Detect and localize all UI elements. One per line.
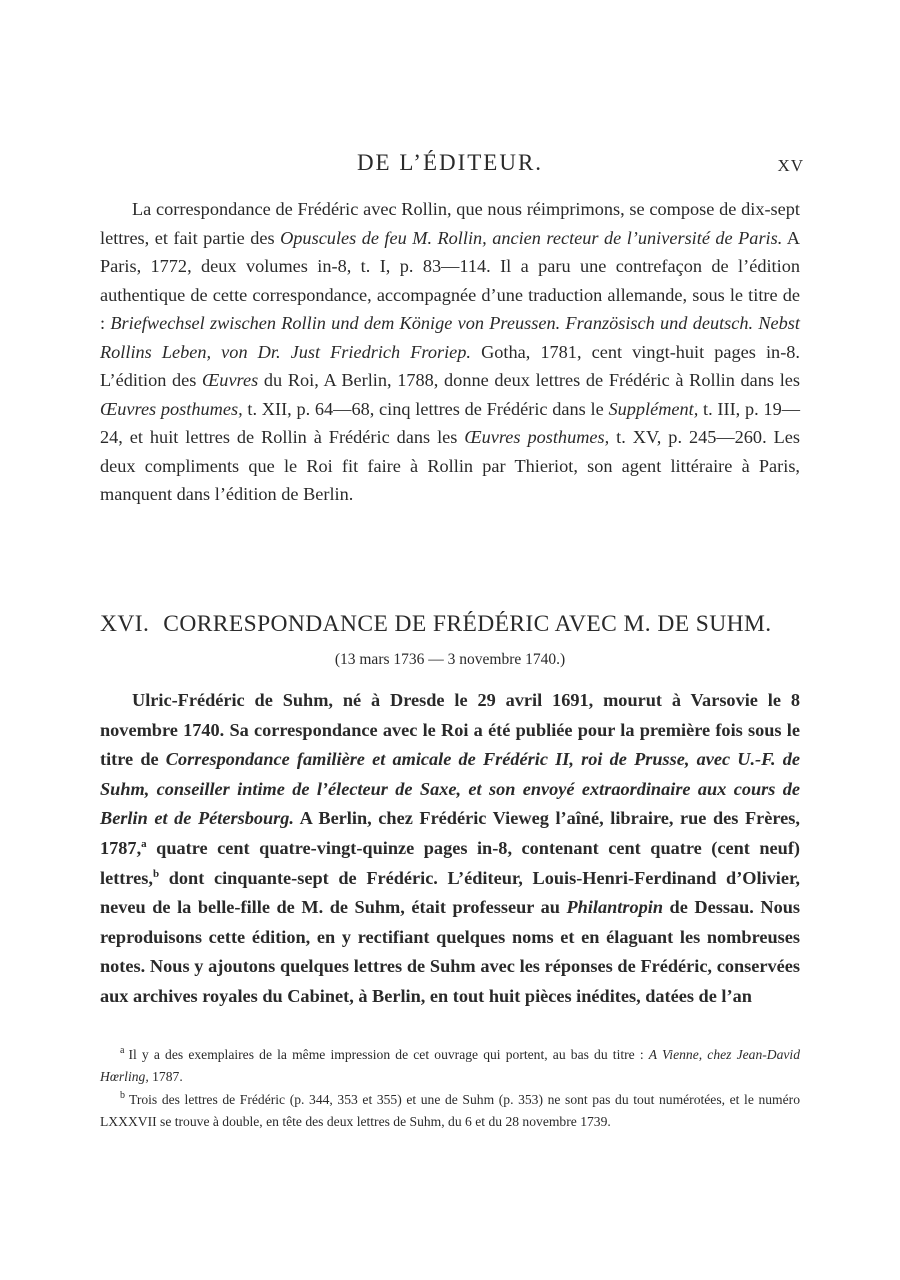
italic-title-briefwechsel: Briefwechsel zwischen Rollin und dem Könige von Preussen. Französisch und deutsch. Nebst Rollins Leben, von Dr. Just Friedrich Froriep.: [100, 313, 800, 362]
text-run: de Dessau. Nous reproduisons cette édition, en y rectifiant quelques noms et en élaguant les nombreuses notes. Nous y ajoutons quelques lettres de Suhm avec les réponses de Frédéric, conservées aux archives royales du Cabinet, à Berlin, en tout huit pièces inédites, datées de l’an: [100, 897, 800, 1006]
text-run: A Berlin, chez Frédéric Vieweg l’aîné, libraire, rue des Frères, 1787,: [100, 808, 800, 858]
italic-imprint: A Vienne, chez Jean-David Hœrling,: [100, 1047, 800, 1084]
page-number: XV: [777, 156, 804, 175]
text-run: Gotha, 1781, cent vingt-huit pages in-8. L’édition des: [100, 341, 800, 390]
footnotes: [100, 1044, 800, 1134]
running-title: DE L’ÉDITEUR.: [356, 150, 544, 175]
section-dates: (13 mars 1736 — 3 novembre 1740.): [334, 651, 566, 668]
text-run: La correspondance de Frédéric avec Rollin, que nous réimprimons, se compose de dix-sept lettres, et fait partie des: [100, 199, 800, 248]
running-head: [0, 150, 900, 180]
text-run: t. III, p. 19—24, et huit lettres de Rollin à Frédéric dans les: [100, 398, 800, 447]
footnote-b: [100, 1089, 800, 1132]
text-run: quatre cent quatre-vingt-quinze pages in-8, contenant cent quatre (cent neuf) lettres,: [100, 837, 800, 888]
text-run: Trois des lettres de Frédéric (p. 344, 353 et 355) et une de Suhm (p. 353) ne sont pas du tout numérotées, et le numéro LXXXVII se trouve à double, en tête des deux lettres de Suhm, du 6 et du 28 novembre 1739.: [100, 1092, 800, 1129]
text-run: dont cinquante-sept de Frédéric. L’éditeur, Louis-Henri-Ferdinand d’Olivier, neveu de la belle-fille de M. de Suhm, était professeur au: [100, 867, 800, 918]
text-run: du Roi, A Berlin, 1788, donne deux lettres de Frédéric à Rollin dans les: [258, 370, 801, 390]
text-run: A Paris, 1772, deux volumes in-8, t. I, p. 83—114. Il a paru une contrefaçon de l’édition authentique de cette correspondance, accompagnée d’une traduction allemande, sous le titre de :: [100, 227, 800, 333]
text-run: t. XII, p. 64—68, cinq lettres de Frédéric dans le: [242, 398, 609, 419]
italic-title-opuscules: Opuscules de feu M. Rollin, ancien recteur de l’université de Paris.: [280, 227, 783, 248]
italic-title-oeuvres-posthumes: Œuvres posthumes,: [100, 398, 243, 419]
footnote-mark: b: [120, 1090, 125, 1102]
rollin-paragraph: [100, 195, 800, 509]
italic-title-correspondance: Correspondance familière et amicale de Frédéric II, roi de Prusse, avec U.-F. de Suhm, conseiller intime de l’électeur de Saxe, et son envoyé extraordinaire aux cours de Berlin et de Pétersbourg.: [100, 749, 800, 829]
footnote-marker-b: b: [152, 867, 160, 880]
text-run: t. XV, p. 245—260. Les deux compliments que le Roi fit faire à Rollin par Thieriot, son agent littéraire à Paris, manquent dans l’édition de Berlin.: [100, 427, 800, 504]
suhm-paragraph: [100, 686, 800, 1012]
footnote-a: [100, 1044, 800, 1087]
rollin-paragraph-block: [100, 195, 800, 509]
italic-philantropin: Philantropin: [566, 897, 663, 918]
footnote-mark: a: [120, 1045, 125, 1057]
italic-title-oeuvres-posthumes: Œuvres posthumes,: [464, 427, 610, 447]
italic-title-supplement: Supplément,: [608, 398, 699, 419]
section-heading: [100, 611, 800, 638]
text-run: Il y a des exemplaires de la même impression de cet ouvrage qui portent, au bas du titre :: [128, 1047, 649, 1062]
section-number: XVI.: [100, 611, 150, 637]
text-run: Ulric-Frédéric de Suhm, né à Dresde le 29 avril 1691, mourut à Varsovie le 8 novembre 1740. Sa correspondance avec le Roi a été publiée pour la première fois sous le titre de: [100, 690, 800, 770]
italic-title-oeuvres: Œuvres: [202, 370, 259, 390]
suhm-paragraph-block: [100, 686, 800, 1012]
section-title: CORRESPONDANCE DE FRÉDÉRIC AVEC M. DE SUHM.: [163, 611, 772, 637]
text-run: 1787.: [148, 1068, 183, 1084]
footnote-marker-a: a: [141, 837, 147, 850]
